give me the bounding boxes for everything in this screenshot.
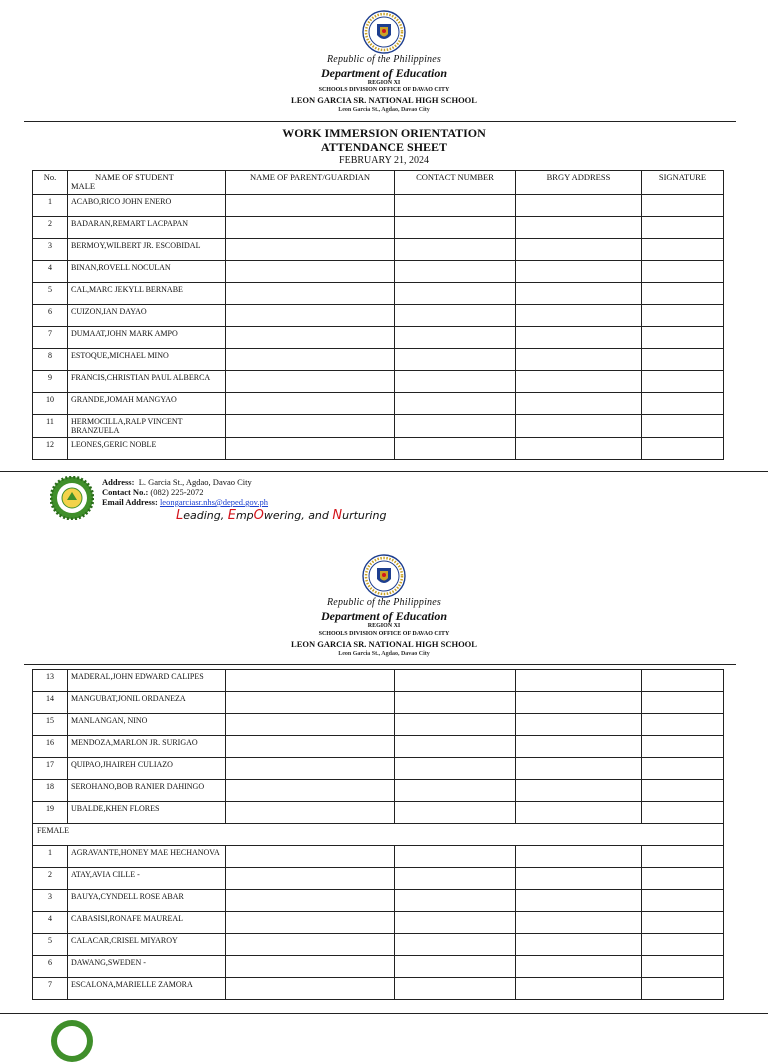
region-text: REGION XI: [367, 80, 401, 86]
table-row: [33, 415, 724, 438]
contact-number-cell[interactable]: [395, 670, 516, 692]
signature-cell[interactable]: [642, 239, 724, 261]
row-number: 5: [33, 283, 68, 305]
col-signature-header: SIGNATURE: [642, 171, 724, 195]
footer-address: Address: L. Garcia St., Agdao, Davao City: [102, 477, 252, 487]
contact-number-cell[interactable]: [395, 736, 516, 758]
brgy-address-cell[interactable]: [516, 415, 642, 438]
row-number: 12: [33, 438, 68, 460]
student-name: MANGUBAT,JONIL ORDANEZA: [68, 692, 226, 714]
attendance-table-page2: [32, 669, 724, 1000]
col-contact-header: CONTACT NUMBER: [395, 171, 516, 195]
header-divider: [24, 121, 736, 122]
contact-number-cell[interactable]: [395, 846, 516, 868]
table-row: [33, 670, 724, 692]
parent-guardian-cell[interactable]: [226, 736, 395, 758]
student-name: BADARAN,REMART LACPAPAN: [68, 217, 226, 239]
parent-guardian-cell[interactable]: [226, 868, 395, 890]
female-section-row: [33, 824, 724, 846]
republic-text: Republic of the Philippines: [327, 54, 441, 65]
deped-seal-icon: [362, 10, 406, 54]
school-name: LEON GARCIA SR. NATIONAL HIGH SCHOOL: [291, 639, 477, 649]
table-row: [33, 371, 724, 393]
student-name: MENDOZA,MARLON JR. SURIGAO: [68, 736, 226, 758]
signature-cell[interactable]: [642, 305, 724, 327]
parent-guardian-cell[interactable]: [226, 195, 395, 217]
table-row: [33, 912, 724, 934]
student-name: SEROHANO,BOB RANIER DAHINGO: [68, 780, 226, 802]
signature-cell[interactable]: [642, 261, 724, 283]
table-row: [33, 956, 724, 978]
col-brgy-header: BRGY ADDRESS: [516, 171, 642, 195]
table-row: [33, 802, 724, 824]
brgy-address-cell[interactable]: [516, 714, 642, 736]
brgy-address-cell[interactable]: [516, 912, 642, 934]
student-name: DUMAAT,JOHN MARK AMPO: [68, 327, 226, 349]
col-student-label: NAME OF STUDENT: [95, 172, 174, 182]
deped-seal-icon: [362, 554, 406, 598]
contact-number-cell[interactable]: [395, 393, 516, 415]
email-link[interactable]: leongarciasr.nhs@deped.gov.ph: [159, 497, 269, 507]
table-row: [33, 692, 724, 714]
signature-cell[interactable]: [642, 956, 724, 978]
signature-cell[interactable]: [642, 349, 724, 371]
parent-guardian-cell[interactable]: [226, 846, 395, 868]
student-name: CALACAR,CRISEL MIYAROY: [68, 934, 226, 956]
signature-cell[interactable]: [642, 846, 724, 868]
parent-guardian-cell[interactable]: [226, 371, 395, 393]
row-number: 2: [33, 217, 68, 239]
parent-guardian-cell[interactable]: [226, 283, 395, 305]
contact-number-cell[interactable]: [395, 261, 516, 283]
contact-number-cell[interactable]: [395, 934, 516, 956]
signature-cell[interactable]: [642, 371, 724, 393]
row-number: 18: [33, 780, 68, 802]
signature-cell[interactable]: [642, 438, 724, 460]
brgy-address-cell[interactable]: [516, 802, 642, 824]
student-name: CUIZON,IAN DAYAO: [68, 305, 226, 327]
row-number: 10: [33, 393, 68, 415]
footer-divider: [0, 471, 768, 472]
table-body-page2: [33, 670, 724, 1000]
student-name: FRANCIS,CHRISTIAN PAUL ALBERCA: [68, 371, 226, 393]
row-number: 7: [33, 978, 68, 1000]
signature-cell[interactable]: [642, 393, 724, 415]
brgy-address-cell[interactable]: [516, 239, 642, 261]
table-header-row: [33, 171, 724, 195]
signature-cell[interactable]: [642, 736, 724, 758]
brgy-address-cell[interactable]: [516, 890, 642, 912]
student-name: DAWANG,SWEDEN -: [68, 956, 226, 978]
department-name: Department of Education: [320, 66, 447, 80]
table-row: [33, 438, 724, 460]
brgy-address-cell[interactable]: [516, 868, 642, 890]
school-address: Leon Garcia St., Agdao, Davao City: [338, 107, 430, 113]
school-name: LEON GARCIA SR. NATIONAL HIGH SCHOOL: [291, 95, 477, 105]
table-row: [33, 934, 724, 956]
contact-number-cell[interactable]: [395, 349, 516, 371]
contact-number-cell[interactable]: [395, 239, 516, 261]
brgy-address-cell[interactable]: [516, 670, 642, 692]
row-number: 3: [33, 239, 68, 261]
parent-guardian-cell[interactable]: [226, 912, 395, 934]
department-name: Department of Education: [320, 609, 447, 623]
parent-guardian-cell[interactable]: [226, 714, 395, 736]
signature-cell[interactable]: [642, 415, 724, 438]
footer-contact: Contact No.: (082) 225-2072: [102, 487, 204, 497]
brgy-address-cell[interactable]: [516, 371, 642, 393]
brgy-address-cell[interactable]: [516, 758, 642, 780]
parent-guardian-cell[interactable]: [226, 327, 395, 349]
student-name: ESCALONA,MARIELLE ZAMORA: [68, 978, 226, 1000]
parent-guardian-cell[interactable]: [226, 670, 395, 692]
table-row: [33, 393, 724, 415]
brgy-address-cell[interactable]: [516, 934, 642, 956]
footer-email: Email Address: leongarciasr.nhs@deped.gov.ph: [102, 497, 269, 507]
row-number: 6: [33, 305, 68, 327]
division-text: SCHOOLS DIVISION OFFICE OF DAVAO CITY: [318, 631, 450, 637]
student-name: QUIPAO,JHAIREH CULIAZO: [68, 758, 226, 780]
contact-number-cell[interactable]: [395, 217, 516, 239]
table-row: [33, 780, 724, 802]
contact-number-cell[interactable]: [395, 868, 516, 890]
contact-number-cell[interactable]: [395, 978, 516, 1000]
row-number: 4: [33, 261, 68, 283]
brgy-address-cell[interactable]: [516, 978, 642, 1000]
contact-number-cell[interactable]: [395, 195, 516, 217]
row-number: 3: [33, 890, 68, 912]
female-label: FEMALE: [33, 824, 724, 846]
row-number: 7: [33, 327, 68, 349]
contact-number-cell[interactable]: [395, 780, 516, 802]
row-number: 6: [33, 956, 68, 978]
table-row: [33, 195, 724, 217]
row-number: 1: [33, 846, 68, 868]
table-row: [33, 261, 724, 283]
row-number: 19: [33, 802, 68, 824]
table-row: [33, 217, 724, 239]
signature-cell[interactable]: [642, 195, 724, 217]
row-number: 17: [33, 758, 68, 780]
document-subtitle: ATTENDANCE SHEET: [320, 140, 448, 154]
parent-guardian-cell[interactable]: [226, 415, 395, 438]
contact-number-cell[interactable]: [395, 371, 516, 393]
signature-cell[interactable]: [642, 217, 724, 239]
contact-number-cell[interactable]: [395, 714, 516, 736]
table-row: [33, 846, 724, 868]
signature-cell[interactable]: [642, 890, 724, 912]
parent-guardian-cell[interactable]: [226, 305, 395, 327]
contact-number-cell[interactable]: [395, 438, 516, 460]
signature-cell[interactable]: [642, 714, 724, 736]
row-number: 14: [33, 692, 68, 714]
footer-contact-block: [102, 477, 268, 507]
student-name: AGRAVANTE,HONEY MAE HECHANOVA: [68, 846, 226, 868]
school-motto: Leading, EmpOwering, and Nurturing: [176, 508, 387, 523]
brgy-address-cell[interactable]: [516, 217, 642, 239]
brgy-address-cell[interactable]: [516, 956, 642, 978]
republic-text: Republic of the Philippines: [327, 597, 441, 608]
student-name: BERMOY,WILBERT JR. ESCOBIDAL: [68, 239, 226, 261]
contact-number-cell[interactable]: [395, 692, 516, 714]
col-no-header: No.: [33, 171, 68, 195]
parent-guardian-cell[interactable]: [226, 890, 395, 912]
brgy-address-cell[interactable]: [516, 283, 642, 305]
student-name: GRANDE,JOMAH MANGYAO: [68, 393, 226, 415]
parent-guardian-cell[interactable]: [226, 802, 395, 824]
school-logo-icon: [50, 476, 94, 520]
male-label: MALE: [71, 181, 96, 191]
row-number: 5: [33, 934, 68, 956]
brgy-address-cell[interactable]: [516, 261, 642, 283]
header-divider: [24, 664, 736, 665]
brgy-address-cell[interactable]: [516, 780, 642, 802]
document-title: WORK IMMERSION ORIENTATION: [282, 126, 486, 140]
table-row: [33, 239, 724, 261]
row-number: 13: [33, 670, 68, 692]
document-date: FEBRUARY 21, 2024: [339, 155, 429, 166]
brgy-address-cell[interactable]: [516, 393, 642, 415]
table-row: [33, 758, 724, 780]
row-number: 15: [33, 714, 68, 736]
student-name: BAUYA,CYNDELL ROSE ABAR: [68, 890, 226, 912]
col-parent-header: NAME OF PARENT/GUARDIAN: [226, 171, 395, 195]
table-row: [33, 327, 724, 349]
contact-number-cell[interactable]: [395, 327, 516, 349]
parent-guardian-cell[interactable]: [226, 217, 395, 239]
brgy-address-cell[interactable]: [516, 692, 642, 714]
student-name: ATAY,AVIA CILLE -: [68, 868, 226, 890]
student-name: MANLANGAN, NINO: [68, 714, 226, 736]
contact-number-cell[interactable]: [395, 802, 516, 824]
parent-guardian-cell[interactable]: [226, 261, 395, 283]
student-name: LEONES,GERIC NOBLE: [68, 438, 226, 460]
signature-cell[interactable]: [642, 912, 724, 934]
parent-guardian-cell[interactable]: [226, 758, 395, 780]
signature-cell[interactable]: [642, 283, 724, 305]
brgy-address-cell[interactable]: [516, 736, 642, 758]
parent-guardian-cell[interactable]: [226, 393, 395, 415]
brgy-address-cell[interactable]: [516, 349, 642, 371]
table-body-page1: [33, 195, 724, 460]
student-name: UBALDE,KHEN FLORES: [68, 802, 226, 824]
row-number: 11: [33, 415, 68, 438]
parent-guardian-cell[interactable]: [226, 239, 395, 261]
brgy-address-cell[interactable]: [516, 195, 642, 217]
table-row: [33, 714, 724, 736]
contact-number-cell[interactable]: [395, 956, 516, 978]
student-name: BINAN,ROVELL NOCULAN: [68, 261, 226, 283]
parent-guardian-cell[interactable]: [226, 780, 395, 802]
signature-cell[interactable]: [642, 780, 724, 802]
contact-number-cell[interactable]: [395, 415, 516, 438]
contact-number-cell[interactable]: [395, 890, 516, 912]
row-number: 8: [33, 349, 68, 371]
student-name: HERMOCILLA,RALP VINCENT BRANZUELA: [68, 415, 226, 438]
table-row: [33, 736, 724, 758]
row-number: 1: [33, 195, 68, 217]
signature-cell[interactable]: [642, 934, 724, 956]
student-name: CABASISI,RONAFE MAUREAL: [68, 912, 226, 934]
contact-number-cell[interactable]: [395, 283, 516, 305]
student-name: ACABO,RICO JOHN ENERO: [68, 195, 226, 217]
school-logo-icon: [50, 1019, 94, 1063]
region-text: REGION XI: [367, 623, 401, 629]
parent-guardian-cell[interactable]: [226, 438, 395, 460]
brgy-address-cell[interactable]: [516, 846, 642, 868]
row-number: 2: [33, 868, 68, 890]
signature-cell[interactable]: [642, 868, 724, 890]
signature-cell[interactable]: [642, 327, 724, 349]
brgy-address-cell[interactable]: [516, 438, 642, 460]
row-number: 16: [33, 736, 68, 758]
footer-divider: [0, 1013, 768, 1014]
parent-guardian-cell[interactable]: [226, 978, 395, 1000]
division-text: SCHOOLS DIVISION OFFICE OF DAVAO CITY: [318, 87, 450, 93]
parent-guardian-cell[interactable]: [226, 692, 395, 714]
table-row: [33, 305, 724, 327]
signature-cell[interactable]: [642, 692, 724, 714]
attendance-table-page1: [32, 170, 724, 460]
signature-cell[interactable]: [642, 802, 724, 824]
parent-guardian-cell[interactable]: [226, 956, 395, 978]
student-name: CAL,MARC JEKYLL BERNABE: [68, 283, 226, 305]
signature-cell[interactable]: [642, 758, 724, 780]
row-number: 9: [33, 371, 68, 393]
contact-number-cell[interactable]: [395, 305, 516, 327]
school-address: Leon Garcia St., Agdao, Davao City: [338, 651, 430, 657]
col-student-header: [68, 171, 226, 195]
brgy-address-cell[interactable]: [516, 305, 642, 327]
parent-guardian-cell[interactable]: [226, 349, 395, 371]
table-row: [33, 890, 724, 912]
contact-number-cell[interactable]: [395, 912, 516, 934]
contact-number-cell[interactable]: [395, 758, 516, 780]
table-row: [33, 349, 724, 371]
table-row: [33, 978, 724, 1000]
table-row: [33, 868, 724, 890]
signature-cell[interactable]: [642, 670, 724, 692]
row-number: 4: [33, 912, 68, 934]
parent-guardian-cell[interactable]: [226, 934, 395, 956]
brgy-address-cell[interactable]: [516, 327, 642, 349]
student-name: ESTOQUE,MICHAEL MINO: [68, 349, 226, 371]
table-row: [33, 283, 724, 305]
signature-cell[interactable]: [642, 978, 724, 1000]
student-name: MADERAL,JOHN EDWARD CALIPES: [68, 670, 226, 692]
